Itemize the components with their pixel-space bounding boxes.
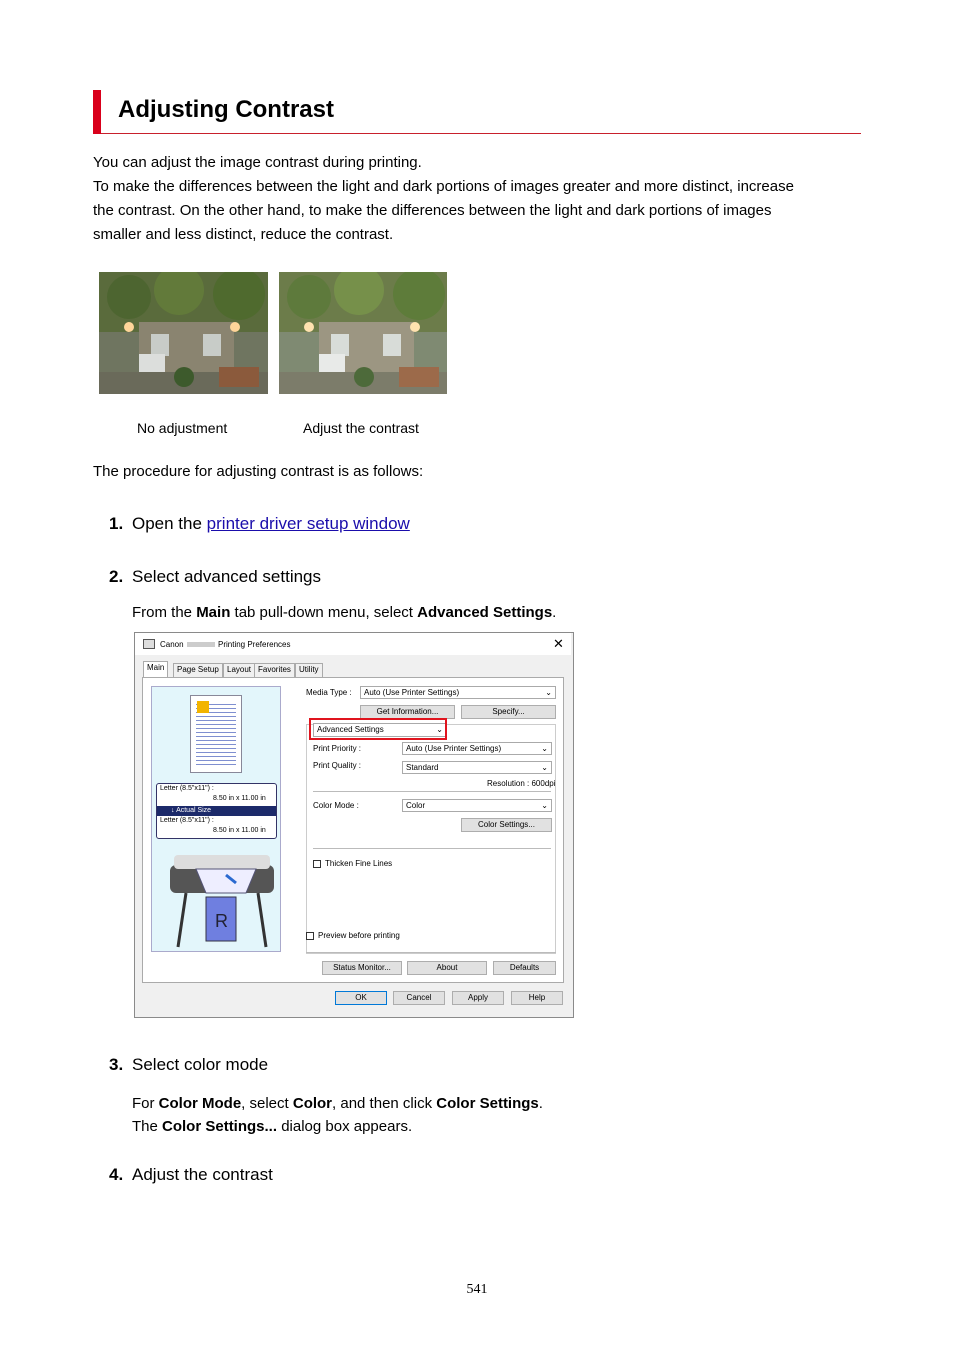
detail-bold: Color Settings...	[162, 1118, 278, 1135]
tab-main[interactable]: Main	[143, 661, 168, 677]
color-settings-button[interactable]: Color Settings...	[461, 818, 552, 832]
preview-area	[151, 686, 281, 952]
media-type-label: Media Type :	[306, 688, 352, 697]
paper2-size: 8.50 in x 11.00 in	[213, 827, 266, 834]
get-information-button[interactable]: Get Information...	[360, 705, 455, 719]
step-text: Select advanced settings	[132, 567, 322, 586]
chevron-down-icon: ⌄	[541, 801, 548, 810]
color-mode-select[interactable]	[402, 799, 552, 812]
media-type-select[interactable]	[360, 686, 556, 699]
divider	[313, 791, 551, 792]
cancel-button[interactable]: Cancel	[393, 991, 445, 1005]
help-button[interactable]: Help	[511, 991, 563, 1005]
color-mode-value: Color	[406, 801, 426, 810]
chevron-down-icon: ⌄	[541, 744, 548, 753]
chevron-down-icon: ⌄	[541, 763, 548, 772]
detail-bold: Color	[292, 1095, 333, 1112]
step-text: Select color mode	[132, 1055, 269, 1074]
intro-line: the contrast. On the other hand, to make the differences between the light and dark portions of images	[93, 202, 772, 219]
page-image-icon	[197, 701, 209, 713]
page-lines	[196, 704, 236, 766]
step-number: 2.	[109, 567, 124, 586]
step-3-line-1	[132, 1092, 543, 1115]
highlight-box	[309, 718, 447, 740]
detail-bold: Advanced Settings	[417, 604, 553, 621]
print-quality-label: Print Quality :	[313, 761, 362, 770]
settings-group	[306, 724, 556, 954]
intro-line: To make the differences between the light and dark portions of images greater and more distinct, increase	[93, 178, 794, 195]
step-text: Open the	[132, 514, 207, 533]
thicken-fine-lines-checkbox[interactable]	[313, 860, 321, 868]
photo-no-adjustment	[99, 272, 268, 394]
step-3-detail	[132, 1092, 543, 1138]
detail-text: From the	[132, 604, 197, 621]
tab-utility[interactable]: Utility	[295, 663, 323, 677]
close-icon[interactable]: ✕	[553, 636, 564, 651]
advanced-settings-value: Advanced Settings	[317, 725, 384, 734]
preview-before-printing-checkbox[interactable]	[306, 932, 314, 940]
color-mode-label: Color Mode :	[313, 801, 359, 810]
detail-text: , select	[241, 1095, 293, 1112]
step-number: 4.	[109, 1165, 124, 1184]
printing-preferences-dialog	[134, 632, 574, 1018]
dialog-title-bar	[135, 633, 571, 655]
detail-text: dialog box appears.	[277, 1118, 413, 1135]
print-priority-value: Auto (Use Printer Settings)	[406, 744, 502, 753]
detail-text: .	[538, 1095, 543, 1112]
down-arrow-icon: ↓	[171, 807, 177, 814]
print-quality-value: Standard	[406, 763, 439, 772]
step-3-line-2	[132, 1115, 543, 1138]
defaults-button[interactable]: Defaults	[493, 961, 556, 975]
step-number: 1.	[109, 514, 124, 533]
printer-illustration	[166, 847, 278, 951]
resolution-text: Resolution : 600dpi	[487, 779, 556, 788]
print-priority-select[interactable]	[402, 742, 552, 755]
photo-adjusted-contrast	[279, 272, 447, 394]
intro-paragraph	[93, 151, 873, 247]
specify-button[interactable]: Specify...	[461, 705, 556, 719]
print-priority-label: Print Priority :	[313, 744, 362, 753]
printer-icon	[143, 639, 155, 649]
print-quality-select[interactable]	[402, 761, 552, 774]
dialog-title-text: Printing Preferences	[218, 640, 291, 649]
detail-text: For	[132, 1095, 159, 1112]
page-preview	[190, 695, 242, 773]
actual-size-label: Actual Size	[176, 807, 212, 814]
intro-line: You can adjust the image contrast during printing.	[93, 154, 422, 171]
divider	[306, 952, 556, 953]
intro-line: smaller and less distinct, reduce the contrast.	[93, 226, 394, 243]
svg-text:R: R	[215, 911, 228, 931]
tab-layout[interactable]: Layout	[223, 663, 255, 677]
detail-bold: Main	[196, 604, 231, 621]
main-tab-panel	[142, 677, 564, 983]
paper2-label: Letter (8.5"x11") :	[160, 817, 214, 824]
printer-driver-setup-link[interactable]: printer driver setup window	[206, 514, 410, 533]
tab-favorites[interactable]: Favorites	[254, 663, 295, 677]
page-number: 541	[466, 1282, 488, 1297]
detail-text: .	[552, 604, 557, 621]
caption-no-adjustment: No adjustment	[137, 420, 228, 436]
chevron-down-icon: ⌄	[545, 688, 552, 697]
apply-button[interactable]: Apply	[452, 991, 504, 1005]
chevron-down-icon: ⌄	[436, 725, 443, 734]
caption-adjust-contrast: Adjust the contrast	[303, 420, 419, 436]
page-title: Adjusting Contrast	[118, 96, 334, 123]
thicken-fine-lines-label: Thicken Fine Lines	[325, 859, 393, 868]
model-name-redacted	[187, 642, 215, 647]
step-1	[132, 514, 410, 534]
status-monitor-button[interactable]: Status Monitor...	[322, 961, 402, 975]
about-button[interactable]: About	[407, 961, 487, 975]
actual-size-row	[157, 806, 276, 816]
preview-before-printing-label: Preview before printing	[318, 931, 400, 940]
paper1-size: 8.50 in x 11.00 in	[213, 795, 266, 802]
tab-page-setup[interactable]: Page Setup	[173, 663, 223, 677]
paper-size-box	[156, 783, 277, 839]
detail-text: tab pull-down menu, select	[230, 604, 418, 621]
heading-rule	[101, 133, 861, 134]
procedure-intro: The procedure for adjusting contrast is as follows:	[93, 463, 424, 480]
dialog-title-brand: Canon	[160, 640, 184, 649]
paper1-label: Letter (8.5"x11") :	[160, 785, 214, 792]
step-number: 3.	[109, 1055, 124, 1074]
heading-accent-bar	[93, 90, 101, 134]
step-text: Adjust the contrast	[132, 1165, 273, 1184]
step-2-detail	[132, 604, 556, 621]
detail-bold: Color Settings	[436, 1095, 539, 1112]
ok-button[interactable]: OK	[335, 991, 387, 1005]
divider	[313, 848, 551, 849]
detail-bold: Color Mode	[158, 1095, 242, 1112]
detail-text: The	[132, 1118, 163, 1135]
detail-text: , and then click	[332, 1095, 437, 1112]
media-type-value: Auto (Use Printer Settings)	[364, 688, 460, 697]
